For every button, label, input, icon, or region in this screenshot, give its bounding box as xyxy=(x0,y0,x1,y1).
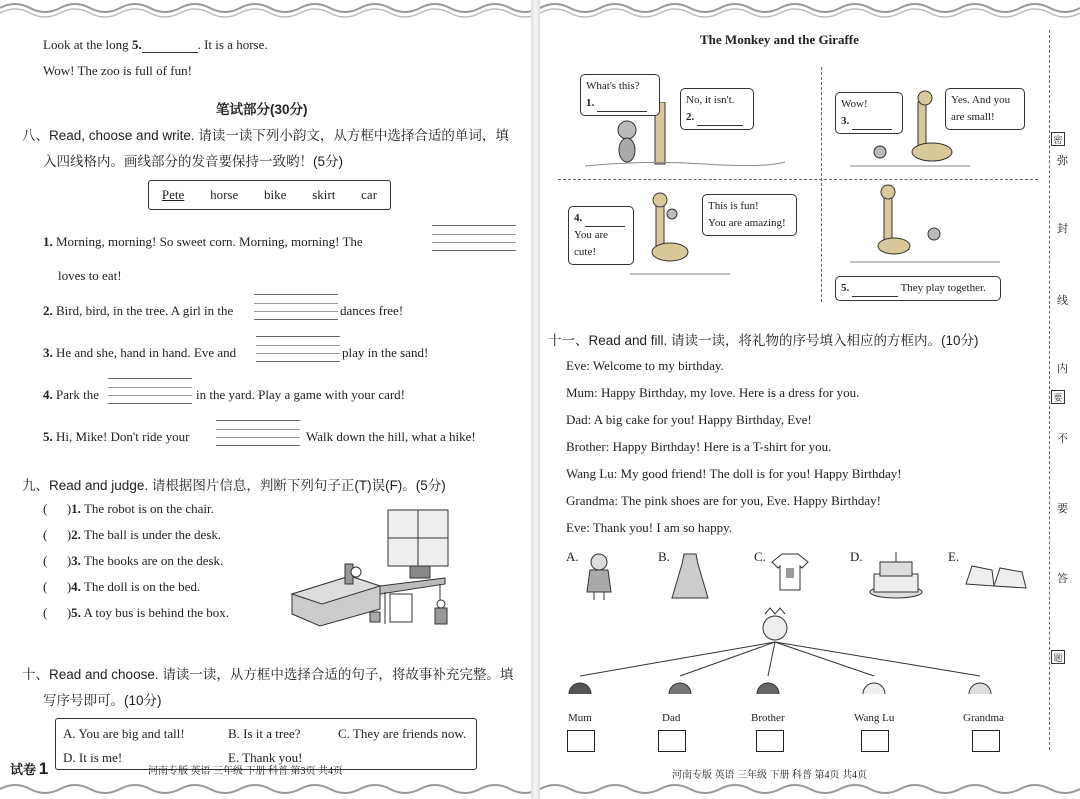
four-line-grid[interactable] xyxy=(432,225,516,251)
binding-char: 密 xyxy=(1051,132,1065,146)
binding-char: 内 xyxy=(1057,363,1068,375)
sentence-option: B. Is it a tree? xyxy=(228,726,301,741)
binding-char: 要 xyxy=(1051,390,1065,404)
four-line-grid[interactable] xyxy=(216,420,300,446)
four-line-grid[interactable] xyxy=(108,378,192,404)
section8-item-4-after: in the yard. Play a game with your card! xyxy=(196,387,406,402)
t-shirt-icon xyxy=(770,552,810,592)
dialogue-line: Mum: Happy Birthday, my love. Here is a dress for you. xyxy=(566,385,860,400)
four-line-grid[interactable] xyxy=(254,294,338,320)
left-footer-text: 河南专版 英语 三年级 下册 科普 第3页 共4页 xyxy=(148,766,343,777)
cake-icon xyxy=(868,550,924,600)
section10-heading: 十、Read and choose. 请读一读，从方框中选择合适的句子，将故事补充完整。填 xyxy=(22,667,514,682)
section8-heading-2: 入四线格内。画线部分的发音要保持一致哟！(5分) xyxy=(43,154,343,169)
section8-item-2: 2. Bird, bird, in the tree. A girl in the xyxy=(43,303,234,318)
speech-bubble: What's this? 1. xyxy=(580,74,660,116)
binding-char: 封 xyxy=(1057,223,1068,235)
word-box xyxy=(148,180,391,210)
section8-item-5: 5. Hi, Mike! Don't ride your xyxy=(43,429,190,444)
section8-item-3-after: play in the sand! xyxy=(342,345,429,360)
binding-char: 答 xyxy=(1057,573,1068,585)
word-option: horse xyxy=(210,187,239,202)
judge-item: ( )4. The doll is on the bed. xyxy=(43,579,201,594)
speech-bubble: Yes. And you are small! xyxy=(945,88,1025,130)
page-spine xyxy=(531,0,540,799)
answer-blank[interactable] xyxy=(142,40,198,53)
dialogue-line: Grandma: The pink shoes are for you, Eve. Happy Birthday! xyxy=(566,493,881,508)
sentence-option: A. You are big and tall! xyxy=(63,726,185,741)
top-line-2: Wow! The zoo is full of fun! xyxy=(43,63,192,78)
section8-item-5-after: Walk down the hill, what a hike! xyxy=(306,429,476,444)
panel-divider xyxy=(821,67,822,302)
binding-char: 要 xyxy=(1057,503,1068,515)
section8-item-4: 4. Park the xyxy=(43,387,99,402)
judge-item: ( )2. The ball is under the desk. xyxy=(43,527,222,542)
section9-heading: 九、Read and judge. 请根据图片信息，判断下列句子正(T)误(F)。(5分) xyxy=(22,478,446,493)
dialogue-line: Wang Lu: My good friend! The doll is for you! Happy Birthday! xyxy=(566,466,902,481)
word-option: Pete xyxy=(161,187,185,202)
top-wave-border xyxy=(0,0,1080,22)
section11-heading: 十一、Read and fill. 请读一读，将礼物的序号填入相应的方框内。(10分) xyxy=(548,333,979,348)
judge-item: ( )1. The robot is on the chair. xyxy=(43,501,214,516)
word-option: car xyxy=(361,187,378,202)
word-option: bike xyxy=(264,187,287,202)
speech-bubble: Wow! 3. xyxy=(835,92,903,134)
answer-blank[interactable] xyxy=(852,284,898,297)
shoes-icon xyxy=(964,556,1028,592)
section8-item-2-after: dances free! xyxy=(340,303,404,318)
bedroom-illustration xyxy=(290,504,460,629)
gift-label: A. xyxy=(566,549,579,564)
four-line-grid[interactable] xyxy=(256,336,340,362)
top-line-1: Look at the long 5. . It is a horse. xyxy=(43,37,268,52)
judge-item: ( )3. The books are on the desk. xyxy=(43,553,224,568)
monkey-giraffe-panel-4-art xyxy=(850,184,1000,274)
judge-item: ( )5. A toy bus is behind the box. xyxy=(43,605,229,620)
panel-divider xyxy=(558,179,1038,180)
answer-box-grandma[interactable] xyxy=(972,730,1000,752)
left-footer: 试卷 1 xyxy=(10,759,49,778)
dialogue-line: Dad: A big cake for you! Happy Birthday, Eve! xyxy=(566,412,812,427)
speech-bubble: No, it isn't. 2. xyxy=(680,88,754,130)
speech-bubble: 4. You are cute! xyxy=(568,206,634,265)
right-footer-text: 河南专版 英语 三年级 下册 科普 第4页 共4页 xyxy=(672,770,867,781)
binding-strip xyxy=(1045,30,1080,770)
answer-box-brother[interactable] xyxy=(756,730,784,752)
answer-blank[interactable] xyxy=(697,113,743,126)
right-page xyxy=(540,22,1045,775)
person-label: Mum xyxy=(568,712,592,724)
person-label: Grandma xyxy=(963,712,1004,724)
answer-blank[interactable] xyxy=(585,214,625,227)
gift-label: E. xyxy=(948,549,960,564)
section8-item-3: 3. He and she, hand in hand. Eve and xyxy=(43,345,237,360)
person-label: Wang Lu xyxy=(854,712,895,724)
dialogue-line: Brother: Happy Birthday! Here is a T-shirt for you. xyxy=(566,439,832,454)
gift-label: C. xyxy=(754,549,766,564)
story-title: The Monkey and the Giraffe xyxy=(700,32,859,47)
family-tree-lines xyxy=(560,594,1030,694)
sentence-option: C. They are friends now. xyxy=(338,726,467,741)
sentence-option: E. Thank you! xyxy=(228,750,303,765)
binding-char: 题 xyxy=(1051,650,1065,664)
gift-label: B. xyxy=(658,549,670,564)
speech-bubble: This is fun! You are amazing! xyxy=(702,194,797,236)
person-label: Brother xyxy=(751,712,785,724)
section8-item-1-cont: loves to eat! xyxy=(58,268,122,283)
person-label: Dad xyxy=(662,712,681,724)
sentence-option: D. It is me! xyxy=(63,750,123,765)
speech-bubble: 5. They play together. xyxy=(835,276,1001,301)
answer-box-wang-lu[interactable] xyxy=(861,730,889,752)
answer-box-dad[interactable] xyxy=(658,730,686,752)
bottom-wave-border xyxy=(0,777,1080,799)
written-part-title: 笔试部分(30分) xyxy=(216,102,308,117)
section8-heading: 八、Read, choose and write. 请读一读下列小韵文，从方框中选择合适的单词，填 xyxy=(22,128,509,143)
answer-blank[interactable] xyxy=(852,117,892,130)
section8-item-1: 1. Morning, morning! So sweet corn. Morning, morning! The xyxy=(43,234,363,249)
binding-char: 线 xyxy=(1057,295,1068,307)
binding-char: 弥 xyxy=(1057,155,1068,167)
gift-label: D. xyxy=(850,549,863,564)
left-page xyxy=(0,22,530,775)
section10-heading-2: 写序号即可。(10分) xyxy=(43,693,162,708)
word-option: skirt xyxy=(312,187,336,202)
answer-blank[interactable] xyxy=(597,99,647,112)
binding-char: 不 xyxy=(1057,433,1068,445)
answer-box-mum[interactable] xyxy=(567,730,595,752)
dialogue-line: Eve: Welcome to my birthday. xyxy=(566,358,724,373)
dialogue-line: Eve: Thank you! I am so happy. xyxy=(566,520,733,535)
